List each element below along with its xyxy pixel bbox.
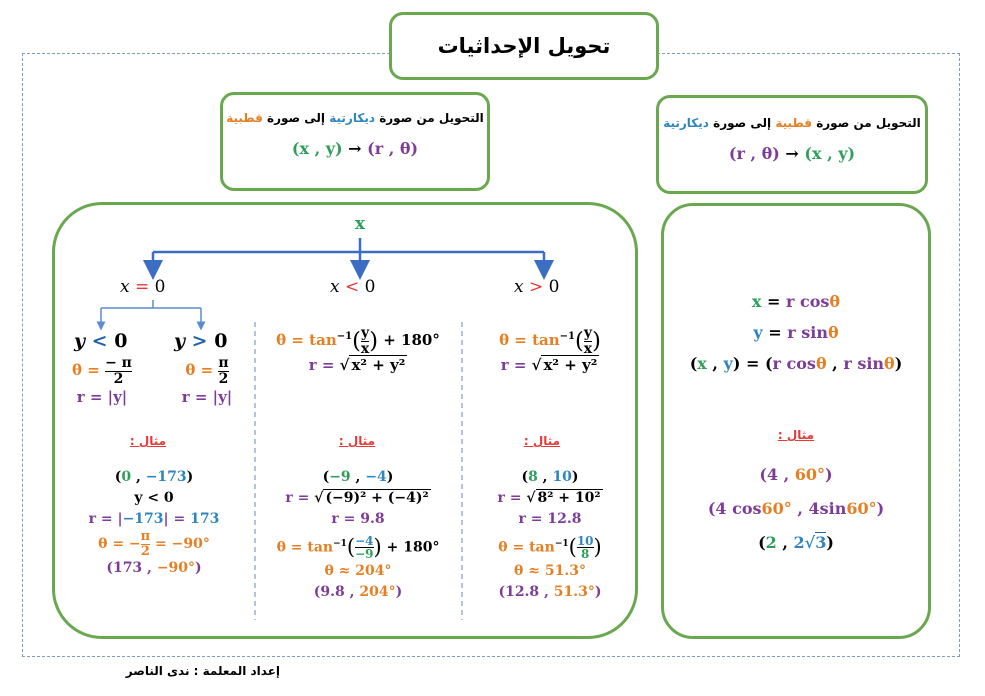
pos-example-label: مثال : (523, 434, 561, 448)
branch-label-x-lt-0: x < 0 (330, 277, 376, 297)
zero-example (56, 467, 252, 579)
polar-example-point: (4 , 60°) (759, 465, 833, 484)
zero-example-label: مثال : (129, 434, 167, 448)
neg-ex-theta: $\theta = \tan^{-1}$( $\frac{-4}{-9}$ ) + 180° (276, 533, 440, 562)
neg-example-label: مثال : (338, 434, 376, 448)
zero-ex-theta: θ = − $\frac{\pi}{2}$ = −90° (98, 529, 210, 559)
zero-neg-formulas (52, 356, 152, 406)
neg-r: r = √ x² + y² (308, 356, 406, 375)
polar-example-label: مثال : (777, 428, 815, 442)
zero-neg-r: r = |y| (76, 388, 128, 407)
zero-pos-r: r = |y| (181, 388, 233, 407)
neg-example (258, 467, 458, 603)
pos-ex-theta: $\theta = \tan^{-1}$( $\frac{10}{8}$ ) (498, 533, 602, 562)
zero-neg-theta: θ = $\frac{- \pi}{2}$ (72, 355, 132, 387)
neg-ex-r: r = √ (−9)² + (−4)² (285, 490, 429, 506)
pos-ex-result: (12.8 , 51.3°) (498, 583, 602, 600)
author-credit: إعداد المعلمة : ندى الناصر (125, 664, 280, 678)
sub-label-y-gt-0: y > 0 (174, 330, 228, 352)
polar-to-cartesian-caption: التحويل من صورة قطبية إلى صورة ديكارتية (663, 116, 921, 130)
page-title: تحويل الإحداثيات (437, 34, 611, 58)
polar-example-result: (2 , 2√3) (758, 533, 834, 552)
polar-example-expand: (4 cos60° , 4sin60°) (707, 499, 885, 518)
eq-y: y = r sinθ (753, 323, 839, 342)
pos-case-formulas (465, 326, 635, 374)
cartesian-to-polar-caption: التحويل من صورة ديكارتية إلى صورة قطبية (226, 111, 484, 125)
zero-ex-r: r = |−173| = 173 (88, 511, 220, 527)
zero-ex-cond: y < 0 (134, 490, 174, 506)
branch-label-x-gt-0: x > 0 (514, 277, 560, 297)
cartesian-to-polar-formula: (x , y) → (r , θ) (291, 139, 419, 158)
zero-pos-theta: θ = $\frac{\pi}{2}$ (185, 355, 229, 387)
pos-ex-approx: θ ≈ 51.3° (514, 562, 586, 579)
neg-theta: $\theta = \tan^{-1}$( $\frac{y}{x}$ ) + 180° (276, 325, 440, 357)
polar-to-cartesian-formula: (r , θ) → (x , y) (728, 144, 856, 163)
zero-ex-result: (173 , −90°) (106, 560, 202, 577)
pos-r: r = √ x² + y² (500, 356, 598, 375)
pos-theta: $\theta = \tan^{-1}$( $\frac{y}{x}$ ) (499, 325, 601, 357)
zero-ex-point: (0 , −173) (114, 469, 194, 485)
eq-xy: (x , y) = (r cosθ , r sinθ) (689, 354, 903, 373)
neg-ex-result: (9.8 , 204°) (313, 583, 403, 600)
pos-ex-point: (8 , 10) (521, 469, 579, 485)
sub-label-y-lt-0: y < 0 (74, 330, 128, 352)
neg-case-formulas (258, 326, 458, 374)
neg-ex-r-value: r = 9.8 (331, 511, 385, 527)
neg-ex-point: (−9 , −4) (322, 469, 394, 485)
neg-ex-approx: θ ≈ 204° (324, 562, 392, 579)
zero-pos-formulas (162, 356, 252, 406)
pos-ex-r-value: r = 12.8 (518, 511, 582, 527)
pos-example (465, 467, 635, 603)
tree-root-x: x (354, 214, 366, 234)
branch-label-x-eq-0: x = 0 (120, 277, 166, 297)
eq-x: x = r cosθ (751, 292, 841, 311)
pos-ex-r: r = √ 8² + 10² (497, 490, 601, 506)
